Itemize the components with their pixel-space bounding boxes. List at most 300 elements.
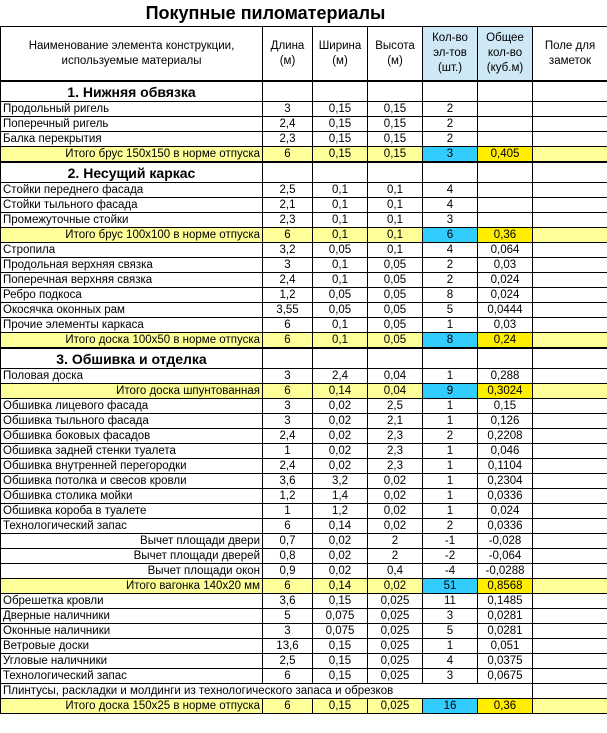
item-name-cell[interactable]: Вычет площади окон: [1, 564, 263, 579]
qty-cell[interactable]: 3: [423, 669, 478, 684]
width-cell[interactable]: 0,1: [313, 228, 368, 243]
table-row: [1, 609, 607, 624]
length-cell[interactable]: 6: [263, 579, 313, 594]
qty-cell[interactable]: 1: [423, 318, 478, 333]
volume-cell[interactable]: 0,0444: [478, 303, 533, 318]
width-cell[interactable]: 0,02: [313, 534, 368, 549]
length-cell[interactable]: 2,4: [263, 459, 313, 474]
width-cell[interactable]: 0,15: [313, 102, 368, 117]
height-cell[interactable]: 0,04: [368, 369, 423, 384]
item-name-cell[interactable]: Окосячка оконных рам: [1, 303, 263, 318]
notes-cell[interactable]: [533, 303, 607, 318]
length-cell[interactable]: 6: [263, 519, 313, 534]
header-name: Наименование элемента конструкции, используемые материалы: [1, 27, 263, 82]
width-cell[interactable]: 0,14: [313, 384, 368, 399]
empty-cell[interactable]: [423, 162, 478, 183]
empty-cell[interactable]: [368, 162, 423, 183]
notes-cell[interactable]: [533, 414, 607, 429]
volume-cell[interactable]: 0,15: [478, 399, 533, 414]
width-cell[interactable]: 0,15: [313, 117, 368, 132]
height-cell[interactable]: 0,05: [368, 303, 423, 318]
empty-cell[interactable]: [313, 348, 368, 369]
header-qty: Кол-во эл-тов (шт.): [423, 27, 478, 82]
width-cell[interactable]: 0,1: [313, 318, 368, 333]
width-cell[interactable]: 0,15: [313, 669, 368, 684]
notes-cell[interactable]: [533, 333, 607, 349]
notes-cell[interactable]: [533, 213, 607, 228]
qty-cell[interactable]: 1: [423, 399, 478, 414]
qty-cell[interactable]: 51: [423, 579, 478, 594]
volume-cell[interactable]: [478, 213, 533, 228]
length-cell[interactable]: 3: [263, 369, 313, 384]
width-cell[interactable]: 0,1: [313, 273, 368, 288]
volume-cell[interactable]: 0,405: [478, 147, 533, 163]
notes-cell[interactable]: [533, 258, 607, 273]
length-cell[interactable]: 13,6: [263, 639, 313, 654]
item-name-cell[interactable]: Обшивка тыльного фасада: [1, 414, 263, 429]
table-row: [1, 429, 607, 444]
volume-cell[interactable]: 0,0281: [478, 609, 533, 624]
volume-cell[interactable]: 0,0336: [478, 519, 533, 534]
volume-cell[interactable]: 0,024: [478, 273, 533, 288]
qty-cell[interactable]: 2: [423, 429, 478, 444]
width-cell[interactable]: 0,1: [313, 213, 368, 228]
width-cell[interactable]: 0,05: [313, 243, 368, 258]
length-cell[interactable]: 2,4: [263, 429, 313, 444]
width-cell[interactable]: 0,075: [313, 624, 368, 639]
notes-cell[interactable]: [533, 444, 607, 459]
length-cell[interactable]: 0,9: [263, 564, 313, 579]
notes-cell[interactable]: [533, 147, 607, 163]
empty-cell[interactable]: [533, 162, 607, 183]
notes-cell[interactable]: [533, 504, 607, 519]
length-cell[interactable]: 1: [263, 504, 313, 519]
qty-cell[interactable]: 5: [423, 303, 478, 318]
item-name-cell[interactable]: Продольная верхняя связка: [1, 258, 263, 273]
height-cell[interactable]: 0,02: [368, 489, 423, 504]
width-cell[interactable]: 0,02: [313, 549, 368, 564]
item-name-cell[interactable]: Ребро подкоса: [1, 288, 263, 303]
section-header: [1, 81, 607, 102]
length-cell[interactable]: 3,6: [263, 594, 313, 609]
length-cell[interactable]: 0,8: [263, 549, 313, 564]
item-name-cell[interactable]: Промежуточные стойки: [1, 213, 263, 228]
width-cell[interactable]: 1,4: [313, 489, 368, 504]
length-cell[interactable]: 2,4: [263, 273, 313, 288]
empty-cell[interactable]: [313, 162, 368, 183]
empty-cell[interactable]: [533, 81, 607, 102]
height-cell[interactable]: 0,025: [368, 624, 423, 639]
notes-cell[interactable]: [533, 243, 607, 258]
volume-cell[interactable]: 0,36: [478, 699, 533, 714]
item-name-cell[interactable]: Угловые наличники: [1, 654, 263, 669]
item-name-cell[interactable]: Обшивка потолка и свесов кровли: [1, 474, 263, 489]
height-cell[interactable]: 2,3: [368, 429, 423, 444]
height-cell[interactable]: 2,3: [368, 459, 423, 474]
item-name-cell[interactable]: Технологический запас: [1, 669, 263, 684]
width-cell[interactable]: 0,02: [313, 429, 368, 444]
length-cell[interactable]: 3: [263, 258, 313, 273]
section-title: 1. Нижняя обвязка: [1, 81, 263, 102]
length-cell[interactable]: 6: [263, 699, 313, 714]
height-cell[interactable]: 0,1: [368, 243, 423, 258]
volume-cell[interactable]: 0,8568: [478, 579, 533, 594]
empty-cell[interactable]: [478, 162, 533, 183]
height-cell[interactable]: 0,1: [368, 198, 423, 213]
length-cell[interactable]: 3,55: [263, 303, 313, 318]
height-cell[interactable]: 0,05: [368, 273, 423, 288]
length-cell[interactable]: 2,3: [263, 132, 313, 147]
qty-cell[interactable]: 16: [423, 699, 478, 714]
width-cell[interactable]: 0,02: [313, 444, 368, 459]
height-cell[interactable]: 0,02: [368, 519, 423, 534]
notes-cell[interactable]: [533, 384, 607, 399]
width-cell[interactable]: 0,15: [313, 654, 368, 669]
width-cell[interactable]: 0,1: [313, 258, 368, 273]
total-row: [1, 333, 607, 349]
volume-cell[interactable]: 0,1485: [478, 594, 533, 609]
item-name-cell[interactable]: Итого брус 150х150 в норме отпуска: [1, 147, 263, 163]
table-row: [1, 117, 607, 132]
notes-cell[interactable]: [533, 399, 607, 414]
width-cell[interactable]: 0,02: [313, 399, 368, 414]
volume-cell[interactable]: 0,024: [478, 288, 533, 303]
length-cell[interactable]: 6: [263, 333, 313, 349]
item-name-cell[interactable]: Технологический запас: [1, 519, 263, 534]
qty-cell[interactable]: 1: [423, 474, 478, 489]
width-cell[interactable]: 0,02: [313, 414, 368, 429]
empty-cell[interactable]: [423, 81, 478, 102]
height-cell[interactable]: 0,1: [368, 213, 423, 228]
height-cell[interactable]: 0,025: [368, 609, 423, 624]
item-name-cell[interactable]: Итого доска шпунтованная: [1, 384, 263, 399]
section-header: [1, 348, 607, 369]
item-name-cell[interactable]: Итого доска 150х25 в норме отпуска: [1, 699, 263, 714]
notes-cell[interactable]: [533, 549, 607, 564]
width-cell[interactable]: 0,15: [313, 594, 368, 609]
item-name-cell[interactable]: Обшивка задней стенки туалета: [1, 444, 263, 459]
empty-cell[interactable]: [368, 81, 423, 102]
length-cell[interactable]: 1,2: [263, 489, 313, 504]
width-cell[interactable]: 3,2: [313, 474, 368, 489]
item-name-cell[interactable]: Балка перекрытия: [1, 132, 263, 147]
height-cell[interactable]: 0,05: [368, 318, 423, 333]
height-cell[interactable]: 0,05: [368, 258, 423, 273]
height-cell[interactable]: 2,5: [368, 399, 423, 414]
item-name-cell[interactable]: Итого вагонка 140х20 мм: [1, 579, 263, 594]
item-name-cell[interactable]: Половая доска: [1, 369, 263, 384]
item-name-cell[interactable]: Обрешетка кровли: [1, 594, 263, 609]
qty-cell[interactable]: 2: [423, 132, 478, 147]
empty-cell[interactable]: [368, 348, 423, 369]
volume-cell[interactable]: 0,0281: [478, 624, 533, 639]
item-name-cell[interactable]: Обшивка внутренней перегородки: [1, 459, 263, 474]
length-cell[interactable]: 2,1: [263, 198, 313, 213]
height-cell[interactable]: 2: [368, 549, 423, 564]
length-cell[interactable]: 2,3: [263, 213, 313, 228]
qty-cell[interactable]: 3: [423, 147, 478, 163]
qty-cell[interactable]: 9: [423, 384, 478, 399]
table-row: [1, 183, 607, 198]
height-cell[interactable]: 0,02: [368, 579, 423, 594]
item-name-cell[interactable]: Оконные наличники: [1, 624, 263, 639]
length-cell[interactable]: 1,2: [263, 288, 313, 303]
volume-cell[interactable]: 0,24: [478, 333, 533, 349]
total-row: [1, 579, 607, 594]
volume-cell[interactable]: [478, 117, 533, 132]
height-cell[interactable]: 0,4: [368, 564, 423, 579]
notes-cell[interactable]: [533, 669, 607, 684]
height-cell[interactable]: 0,025: [368, 639, 423, 654]
length-cell[interactable]: 3: [263, 399, 313, 414]
length-cell[interactable]: 6: [263, 669, 313, 684]
table-row: [1, 132, 607, 147]
qty-cell[interactable]: 1: [423, 414, 478, 429]
item-name-cell[interactable]: Дверные наличники: [1, 609, 263, 624]
qty-cell[interactable]: 1: [423, 444, 478, 459]
item-name-cell[interactable]: Стропила: [1, 243, 263, 258]
qty-cell[interactable]: 1: [423, 489, 478, 504]
height-cell[interactable]: 2,1: [368, 414, 423, 429]
table-row: [1, 273, 607, 288]
qty-cell[interactable]: 1: [423, 459, 478, 474]
width-cell[interactable]: 0,05: [313, 288, 368, 303]
qty-cell[interactable]: 2: [423, 519, 478, 534]
height-cell[interactable]: 0,1: [368, 228, 423, 243]
notes-cell[interactable]: [533, 474, 607, 489]
item-name-cell[interactable]: Прочие элементы каркаса: [1, 318, 263, 333]
notes-cell[interactable]: [533, 594, 607, 609]
item-name-cell[interactable]: Обшивка боковых фасадов: [1, 429, 263, 444]
height-cell[interactable]: 0,05: [368, 288, 423, 303]
notes-cell[interactable]: [533, 654, 607, 669]
empty-cell[interactable]: [263, 348, 313, 369]
notes-cell[interactable]: [533, 684, 607, 699]
height-cell[interactable]: 0,02: [368, 504, 423, 519]
qty-cell[interactable]: 11: [423, 594, 478, 609]
height-cell[interactable]: 0,1: [368, 183, 423, 198]
height-cell[interactable]: 0,025: [368, 669, 423, 684]
empty-cell[interactable]: [478, 348, 533, 369]
item-name-cell[interactable]: Стойки переднего фасада: [1, 183, 263, 198]
length-cell[interactable]: 0,7: [263, 534, 313, 549]
length-cell[interactable]: 3,6: [263, 474, 313, 489]
qty-cell[interactable]: 8: [423, 288, 478, 303]
qty-cell[interactable]: 2: [423, 102, 478, 117]
empty-cell[interactable]: [263, 162, 313, 183]
volume-cell[interactable]: 0,288: [478, 369, 533, 384]
notes-cell[interactable]: [533, 117, 607, 132]
qty-cell[interactable]: -2: [423, 549, 478, 564]
empty-cell[interactable]: [313, 81, 368, 102]
volume-cell[interactable]: 0,064: [478, 243, 533, 258]
section-title: 2. Несущий каркас: [1, 162, 263, 183]
notes-cell[interactable]: [533, 132, 607, 147]
notes-cell[interactable]: [533, 459, 607, 474]
volume-cell[interactable]: -0,064: [478, 549, 533, 564]
item-name-cell[interactable]: Стойки тыльного фасада: [1, 198, 263, 213]
item-name-cell[interactable]: Вычет площади дверей: [1, 549, 263, 564]
notes-cell[interactable]: [533, 579, 607, 594]
notes-cell[interactable]: [533, 369, 607, 384]
item-name-cell[interactable]: Обшивка лицевого фасада: [1, 399, 263, 414]
table-row: [1, 444, 607, 459]
volume-cell[interactable]: -0,0288: [478, 564, 533, 579]
total-row: [1, 699, 607, 714]
note-cell[interactable]: Плинтусы, раскладки и молдинги из технологического запаса и обрезков: [1, 684, 533, 699]
volume-cell[interactable]: 0,3024: [478, 384, 533, 399]
item-name-cell[interactable]: Обшивка короба в туалете: [1, 504, 263, 519]
notes-cell[interactable]: [533, 228, 607, 243]
qty-cell[interactable]: 1: [423, 369, 478, 384]
width-cell[interactable]: 0,15: [313, 132, 368, 147]
qty-cell[interactable]: 3: [423, 213, 478, 228]
notes-cell[interactable]: [533, 318, 607, 333]
width-cell[interactable]: 0,15: [313, 147, 368, 163]
length-cell[interactable]: 3,2: [263, 243, 313, 258]
width-cell[interactable]: 0,15: [313, 699, 368, 714]
volume-cell[interactable]: [478, 198, 533, 213]
length-cell[interactable]: 3: [263, 624, 313, 639]
length-cell[interactable]: 3: [263, 102, 313, 117]
qty-cell[interactable]: 4: [423, 198, 478, 213]
qty-cell[interactable]: 1: [423, 504, 478, 519]
width-cell[interactable]: 0,1: [313, 183, 368, 198]
qty-cell[interactable]: -1: [423, 534, 478, 549]
total-row: [1, 147, 607, 163]
table-row: [1, 489, 607, 504]
empty-cell[interactable]: [533, 348, 607, 369]
qty-cell[interactable]: 8: [423, 333, 478, 349]
qty-cell[interactable]: 5: [423, 624, 478, 639]
notes-cell[interactable]: [533, 288, 607, 303]
volume-cell[interactable]: 0,1104: [478, 459, 533, 474]
length-cell[interactable]: 2,4: [263, 117, 313, 132]
width-cell[interactable]: 0,14: [313, 579, 368, 594]
empty-cell[interactable]: [263, 81, 313, 102]
height-cell[interactable]: 0,02: [368, 474, 423, 489]
notes-cell[interactable]: [533, 519, 607, 534]
height-cell[interactable]: 0,15: [368, 132, 423, 147]
notes-cell[interactable]: [533, 699, 607, 714]
volume-cell[interactable]: 0,2208: [478, 429, 533, 444]
item-name-cell[interactable]: Итого доска 100х50 в норме отпуска: [1, 333, 263, 349]
qty-cell[interactable]: 1: [423, 639, 478, 654]
width-cell[interactable]: 0,15: [313, 639, 368, 654]
qty-cell[interactable]: -4: [423, 564, 478, 579]
length-cell[interactable]: 5: [263, 609, 313, 624]
volume-cell[interactable]: [478, 132, 533, 147]
volume-cell[interactable]: 0,024: [478, 504, 533, 519]
notes-cell[interactable]: [533, 564, 607, 579]
item-name-cell[interactable]: Ветровые доски: [1, 639, 263, 654]
notes-cell[interactable]: [533, 489, 607, 504]
item-name-cell[interactable]: Вычет площади двери: [1, 534, 263, 549]
qty-cell[interactable]: 2: [423, 273, 478, 288]
width-cell[interactable]: 2,4: [313, 369, 368, 384]
height-cell[interactable]: 0,025: [368, 654, 423, 669]
qty-cell[interactable]: 4: [423, 183, 478, 198]
length-cell[interactable]: 6: [263, 147, 313, 163]
length-cell[interactable]: 2,5: [263, 183, 313, 198]
volume-cell[interactable]: 0,2304: [478, 474, 533, 489]
volume-cell[interactable]: 0,0375: [478, 654, 533, 669]
width-cell[interactable]: 0,1: [313, 198, 368, 213]
width-cell[interactable]: 0,14: [313, 519, 368, 534]
height-cell[interactable]: 0,15: [368, 102, 423, 117]
qty-cell[interactable]: 4: [423, 654, 478, 669]
notes-cell[interactable]: [533, 198, 607, 213]
volume-cell[interactable]: [478, 102, 533, 117]
qty-cell[interactable]: 4: [423, 243, 478, 258]
volume-cell[interactable]: 0,046: [478, 444, 533, 459]
item-name-cell[interactable]: Поперечная верхняя связка: [1, 273, 263, 288]
item-name-cell[interactable]: Обшивка столика мойки: [1, 489, 263, 504]
table-row: [1, 534, 607, 549]
volume-cell[interactable]: 0,051: [478, 639, 533, 654]
volume-cell[interactable]: 0,36: [478, 228, 533, 243]
notes-cell[interactable]: [533, 609, 607, 624]
height-cell[interactable]: 0,04: [368, 384, 423, 399]
item-name-cell[interactable]: Поперечный ригель: [1, 117, 263, 132]
height-cell[interactable]: 0,15: [368, 147, 423, 163]
volume-cell[interactable]: 0,126: [478, 414, 533, 429]
height-cell[interactable]: 0,025: [368, 699, 423, 714]
empty-cell[interactable]: [478, 81, 533, 102]
width-cell[interactable]: 0,075: [313, 609, 368, 624]
height-cell[interactable]: 2,3: [368, 444, 423, 459]
width-cell[interactable]: 0,02: [313, 564, 368, 579]
qty-cell[interactable]: 6: [423, 228, 478, 243]
qty-cell[interactable]: 3: [423, 609, 478, 624]
notes-cell[interactable]: [533, 639, 607, 654]
height-cell[interactable]: 0,05: [368, 333, 423, 349]
volume-cell[interactable]: 0,0336: [478, 489, 533, 504]
qty-cell[interactable]: 2: [423, 117, 478, 132]
width-cell[interactable]: 0,05: [313, 303, 368, 318]
notes-cell[interactable]: [533, 102, 607, 117]
notes-cell[interactable]: [533, 273, 607, 288]
volume-cell[interactable]: 0,03: [478, 258, 533, 273]
volume-cell[interactable]: [478, 183, 533, 198]
length-cell[interactable]: 6: [263, 318, 313, 333]
length-cell[interactable]: 6: [263, 228, 313, 243]
notes-cell[interactable]: [533, 429, 607, 444]
notes-cell[interactable]: [533, 534, 607, 549]
length-cell[interactable]: 6: [263, 384, 313, 399]
item-name-cell[interactable]: Продольный ригель: [1, 102, 263, 117]
width-cell[interactable]: 0,02: [313, 459, 368, 474]
height-cell[interactable]: 0,15: [368, 117, 423, 132]
volume-cell[interactable]: 0,03: [478, 318, 533, 333]
length-cell[interactable]: 3: [263, 414, 313, 429]
total-row: [1, 384, 607, 399]
item-name-cell[interactable]: Итого брус 100х100 в норме отпуска: [1, 228, 263, 243]
volume-cell[interactable]: 0,0675: [478, 669, 533, 684]
qty-cell[interactable]: 2: [423, 258, 478, 273]
empty-cell[interactable]: [423, 348, 478, 369]
notes-cell[interactable]: [533, 183, 607, 198]
height-cell[interactable]: 2: [368, 534, 423, 549]
notes-cell[interactable]: [533, 624, 607, 639]
height-cell[interactable]: 0,025: [368, 594, 423, 609]
length-cell[interactable]: 2,5: [263, 654, 313, 669]
width-cell[interactable]: 1,2: [313, 504, 368, 519]
length-cell[interactable]: 1: [263, 444, 313, 459]
volume-cell[interactable]: -0,028: [478, 534, 533, 549]
table-row: [1, 102, 607, 117]
width-cell[interactable]: 0,1: [313, 333, 368, 349]
